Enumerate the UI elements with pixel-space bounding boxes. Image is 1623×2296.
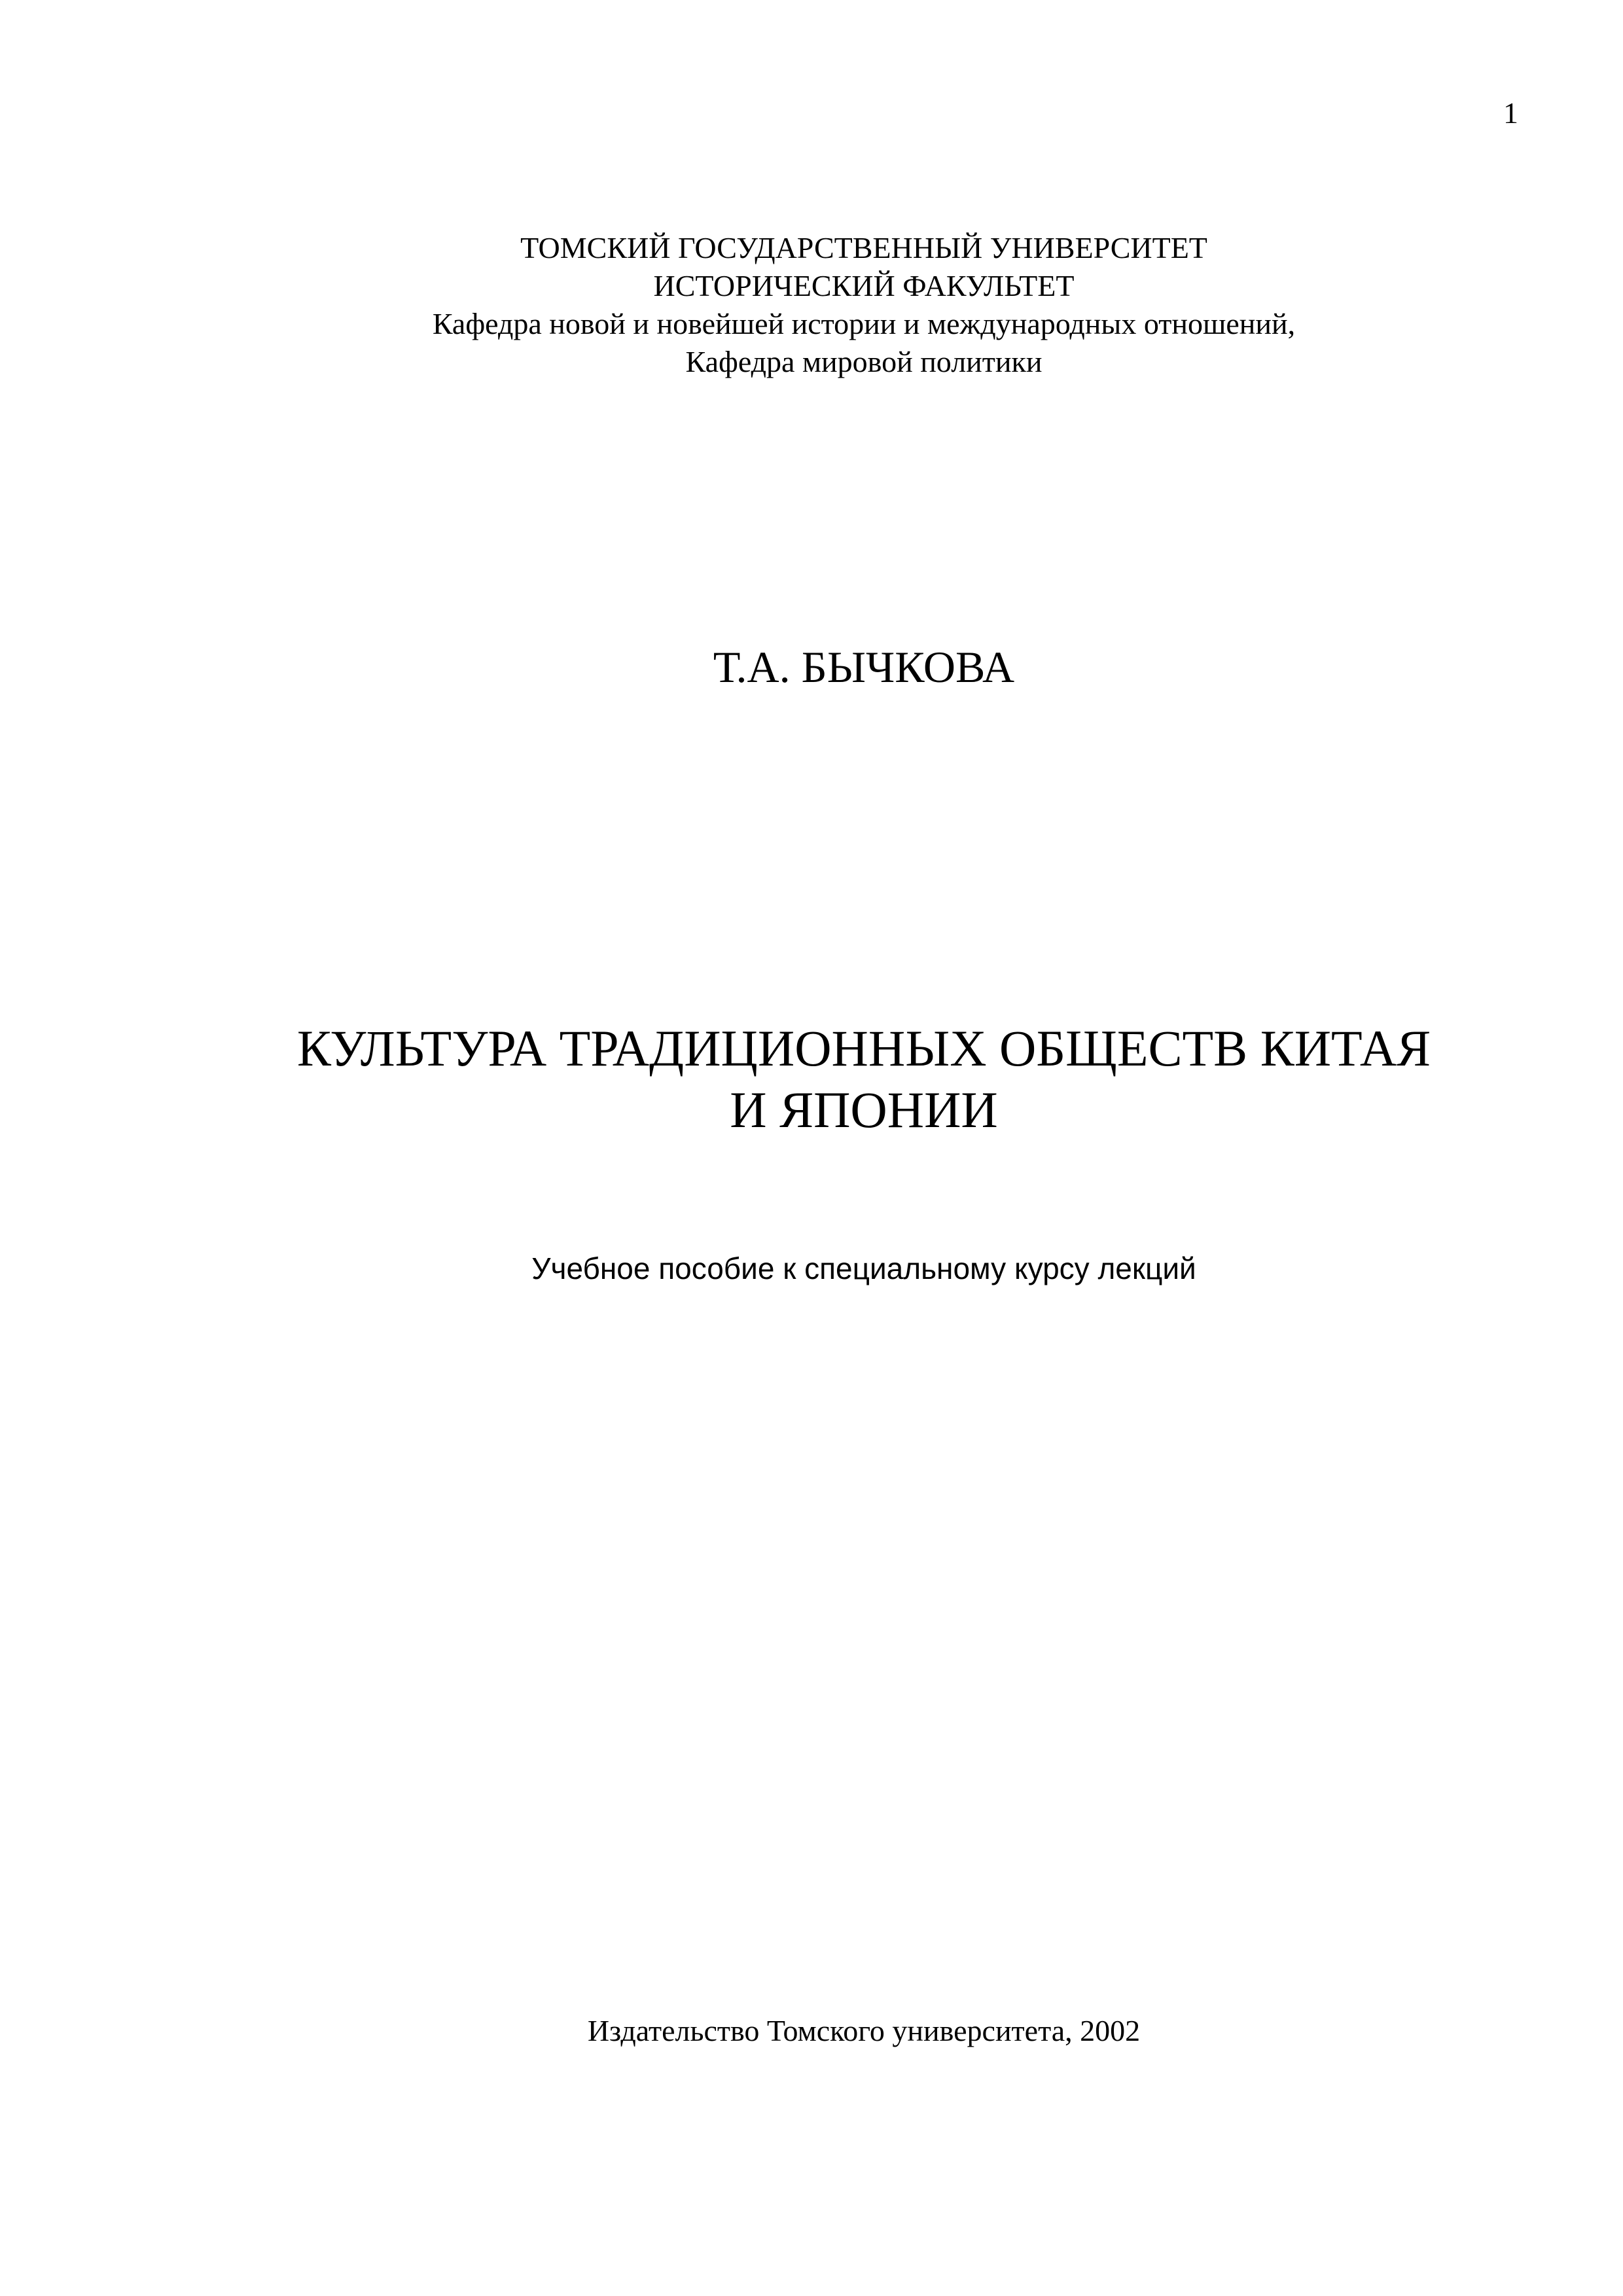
book-title-line-2: И ЯПОНИИ: [730, 1081, 998, 1138]
page-number: 1: [1503, 96, 1518, 130]
department-name-1: Кафедра новой и новейшей истории и международных отношений,: [432, 307, 1296, 340]
author-name: Т.А. БЫЧКОВА: [713, 642, 1015, 692]
institution-header: [0, 229, 1623, 381]
book-title: [0, 1018, 1623, 1141]
publisher-imprint: Издательство Томского университета, 2002: [587, 2014, 1141, 2047]
university-name: ТОМСКИЙ ГОСУДАРСТВЕННЫЙ УНИВЕРСИТЕТ: [520, 231, 1207, 264]
department-name-2: Кафедра мировой политики: [685, 345, 1043, 378]
faculty-name: ИСТОРИЧЕСКИЙ ФАКУЛЬТЕТ: [653, 269, 1075, 302]
book-title-line-1: КУЛЬТУРА ТРАДИЦИОННЫХ ОБЩЕСТВ КИТАЯ: [296, 1020, 1431, 1077]
book-subtitle: Учебное пособие к специальному курсу лекций: [531, 1251, 1196, 1285]
